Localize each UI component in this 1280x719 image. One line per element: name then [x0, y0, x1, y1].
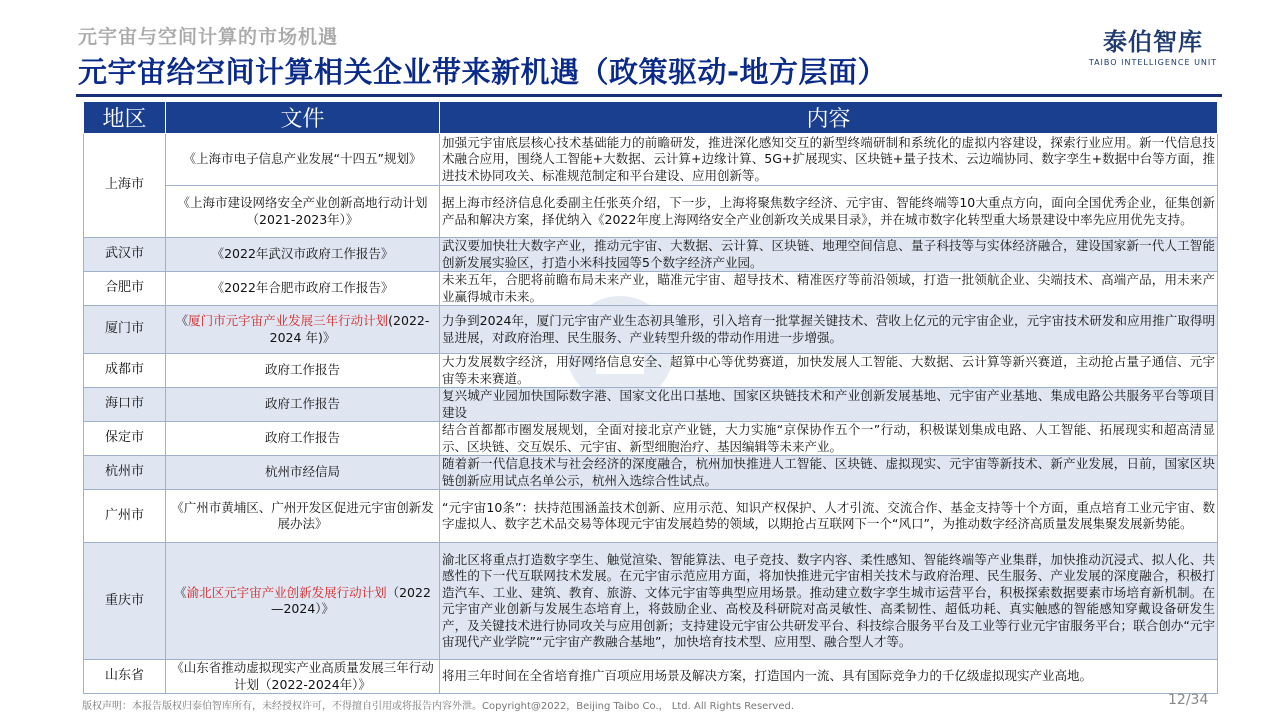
content-cell: 未来五年，合肥将前瞻布局未来产业，瞄准元宇宙、超导技术、精准医疗等前沿领域，打造一批领航企业、尖端技术、高端产品，用未来产业赢得城市未来。: [440, 272, 1218, 306]
table-row: [84, 186, 1218, 238]
file-cell: [166, 543, 440, 660]
file-highlight: 渝北区元宇宙产业创新发展行动计划: [186, 584, 387, 600]
table-row: [84, 490, 1218, 543]
content-cell: 加强元宇宙底层核心技术基础能力的前瞻研发，推进深化感知交互的新型终端研制和系统化的虚拟内容建设，探索行业应用。新一代信息技术融合应用，围绕人工智能+大数据、云计算+边缘计算、5G+扩展现实、区块链+量子技术、云边端协同、数字孪生+数据中台等方面，推进技术协同攻关、标准规范制定和平台建设、应用创新等。: [440, 134, 1218, 186]
file-cell: 《山东省推动虚拟现实产业高质量发展三年行动计划（2022-2024年）》: [166, 660, 440, 694]
table-row: [84, 388, 1218, 422]
file-cell: 政府工作报告: [166, 354, 440, 388]
region-cell: 重庆市: [84, 543, 166, 660]
region-cell: 山东省: [84, 660, 166, 694]
file-suffix: (2022-2024 年)》: [269, 313, 430, 345]
file-cell: 《广州市黄埔区、广州开发区促进元宇宙创新发展办法》: [166, 490, 440, 543]
file-suffix: （2022—2024）》: [270, 584, 431, 616]
content-cell: 据上海市经济信息化委副主任张英介绍，下一步，上海将聚焦数字经济、元宇宙、智能终端等10大重点方向，面向全国优秀企业，征集创新产品和解决方案，择优纳入《2022年度上海网络安全产业创新攻关成果目录》，并在城市数字化转型重大场景建设中率先应用优先支持。: [440, 186, 1218, 238]
content-cell: 大力发展数字经济，用好网络信息安全、超算中心等优势赛道，加快发展人工智能、大数据、云计算等新兴赛道，主动抢占量子通信、元宇宙等未来赛道。: [440, 354, 1218, 388]
file-cell: 政府工作报告: [166, 422, 440, 456]
region-cell: 合肥市: [84, 272, 166, 306]
table-row: [84, 134, 1218, 186]
table-row: [84, 272, 1218, 306]
content-cell: 随着新一代信息技术与社会经济的深度融合，杭州加快推进人工智能、区块链、虚拟现实、元宇宙等新技术、新产业发展，日前，国家区块链创新应用试点名单公示，杭州入选综合性试点。: [440, 456, 1218, 490]
page-number: 12/34: [1168, 692, 1209, 708]
file-cell: [166, 306, 440, 354]
content-cell: 渝北区将重点打造数字孪生、触觉渲染、智能算法、电子竞技、数字内容、柔性感知、智能终端等产业集群，加快推动沉浸式、拟人化、共感性的下一代互联网技术发展。在元宇宙示范应用方面，将加快推进元宇宙相关技术与政府治理、民生服务、产业发展的深度融合，积极打造汽车、工业、建筑、教育、旅游、文体元宇宙等典型应用场景。推动建立数字孪生城市运营平台，积极探索数据要素市场培育新机制。在元宇宙产业创新与发展生态培育上，将鼓励企业、高校及科研院对高灵敏性、高柔韧性、超低功耗、真实触感的智能感知穿戴设备研发生产，及关键技术进行协同攻关与应用创新；支持建设元宇宙公共研发平台、科技综合服务平台及工业等行业元宇宙服务平台；联合创办“元宇宙现代产业学院”“元宇宙产教融合基地”，加快培育技术型、应用型、融合型人才等。: [440, 543, 1218, 660]
file-cell: 政府工作报告: [166, 388, 440, 422]
file-cell: 《上海市建设网络安全产业创新高地行动计划（2021-2023年）》: [166, 186, 440, 238]
region-cell: 海口市: [84, 388, 166, 422]
file-highlight: 厦门市元宇宙产业发展三年行动计划: [188, 313, 389, 328]
page-title: 元宇宙给空间计算相关企业带来新机遇（政策驱动-地方层面）: [78, 55, 888, 89]
region-cell: 广州市: [84, 490, 166, 543]
section-subtitle: 元宇宙与空间计算的市场机遇: [78, 26, 339, 48]
table-header-row: [84, 102, 1218, 134]
copyright-footer: 版权声明：本报告版权归泰伯智库所有，未经授权许可，不得擅自引用或将报告内容外泄。Copyright@2022，Beijing Taibo Co.， Ltd. All Rights Reserved.: [82, 701, 795, 712]
table-row: [84, 456, 1218, 490]
table-row: [84, 354, 1218, 388]
brand-logo: [1088, 28, 1218, 67]
file-cell: 杭州市经信局: [166, 456, 440, 490]
content-cell: 力争到2024年，厦门元宇宙产业生态初具雏形，引入培育一批掌握关键技术、营收上亿元的元宇宙企业，元宇宙技术研发和应用推广取得明显进展，对政府治理、民生服务、产业转型升级的带动作用进一步增强。: [440, 306, 1218, 354]
region-cell: 杭州市: [84, 456, 166, 490]
header-content: 内容: [440, 102, 1218, 134]
region-cell: 成都市: [84, 354, 166, 388]
table-row: [84, 660, 1218, 694]
brand-tagline: TAIBO INTELLIGENCE UNIT: [1088, 58, 1218, 67]
region-cell: 厦门市: [84, 306, 166, 354]
region-cell: 保定市: [84, 422, 166, 456]
region-cell: 上海市: [84, 134, 166, 238]
table-row: [84, 306, 1218, 354]
table-row: [84, 543, 1218, 660]
content-cell: 结合首都都市圈发展规划，全面对接北京产业链，大力实施“京保协作五个一”行动，积极谋划集成电路、人工智能、拓展现实和超高清显示、区块链、交互娱乐、元宇宙、新型细胞治疗、基因编辑等未来产业。: [440, 422, 1218, 456]
brand-name: 泰伯智库: [1103, 28, 1203, 56]
header-file: 文件: [166, 102, 440, 134]
content-cell: “元宇宙10条”：扶持范围涵盖技术创新、应用示范、知识产权保护、人才引流、交流合作、基金支持等十个方面，重点培育工业元宇宙、数字虚拟人、数字艺术品交易等体现元宇宙发展趋势的领域，以期抢占互联网下一个“风口”，为推动数字经济高质量发展集聚发展新势能。: [440, 490, 1218, 543]
file-prefix: 《: [175, 313, 189, 328]
policy-table: [83, 101, 1217, 694]
table-row: [84, 422, 1218, 456]
content-cell: 复兴城产业园加快国际数字港、国家文化出口基地、国家区块链技术和产业创新发展基地、元宇宙产业基地、集成电路公共服务平台等项目建设: [440, 388, 1218, 422]
content-cell: 武汉要加快壮大数字产业，推动元宇宙、大数据、云计算、区块链、地理空间信息、量子科技等与实体经济融合，建设国家新一代人工智能创新发展实验区，打造小米科技园等5个数字经济产业园。: [440, 238, 1218, 272]
region-cell: 武汉市: [84, 238, 166, 272]
title-divider: [76, 94, 1222, 97]
file-cell: 《2022年武汉市政府工作报告》: [166, 238, 440, 272]
table-row: [84, 238, 1218, 272]
header-region: 地区: [84, 102, 166, 134]
content-cell: 将用三年时间在全省培育推广百项应用场景及解决方案，打造国内一流、具有国际竞争力的千亿级虚拟现实产业高地。: [440, 660, 1218, 694]
file-cell: 《2022年合肥市政府工作报告》: [166, 272, 440, 306]
file-prefix: 《: [174, 584, 187, 600]
file-cell: 《上海市电子信息产业发展“十四五”规划》: [166, 134, 440, 186]
